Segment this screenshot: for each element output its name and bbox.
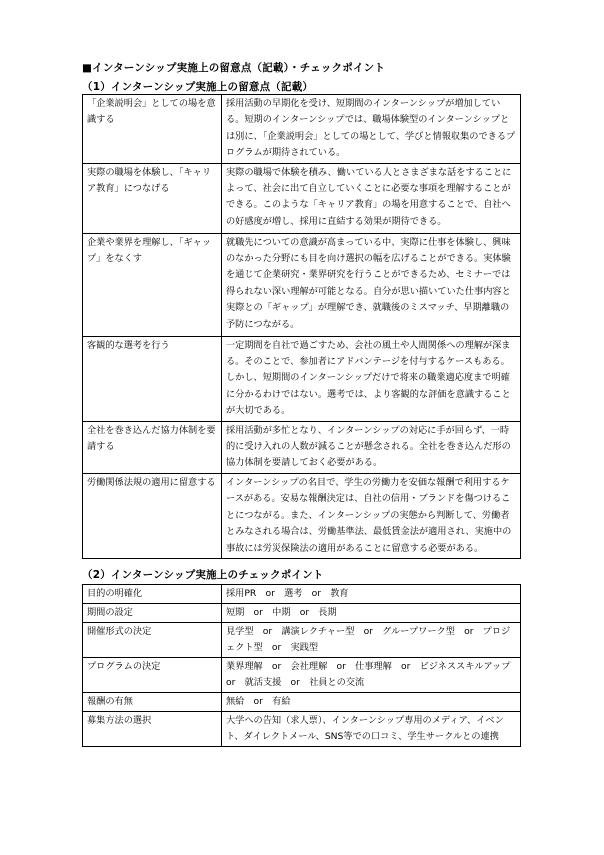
item-cell: 客観的な選考を行う [83,336,222,421]
table-row [83,473,521,558]
table-row [83,233,521,336]
table-row [83,712,521,747]
detail-cell: 大学への告知（求人票）、インターンシップ専用のメディア、イベント、ダイレクトメール、SNS等での口コミ、学生サークルとの連携 [222,712,521,747]
checkpoints-table [82,584,521,747]
table-row [83,658,521,693]
item-cell: 実際の職場を体験し、「キャリア教育」につなげる [83,163,222,233]
table-row [83,693,521,712]
table-row [83,604,521,623]
detail-cell: 採用活動の早期化を受け、短期間のインターンシップが増加している。短期のインターンシップでは、職場体験型のインターンシップとは別に、「企業説明会」としての場として、学びと情報収集のできるプログラムが期待されている。 [222,95,521,164]
detail-cell: 業界理解 or 会社理解 or 仕事理解 or ビジネススキルアップ or 就活支援 or 社員との交流 [222,658,521,693]
detail-cell: 無給 or 有給 [222,693,521,712]
item-cell: 企業や業界を理解し、「ギャップ」をなくす [83,233,222,336]
item-cell: 期間の設定 [83,604,222,623]
item-cell: プログラムの決定 [83,658,222,693]
item-cell: 目的の明確化 [83,585,222,604]
page-title: ■インターンシップ実施上の留意点（記載）・チェックポイント [82,62,386,74]
table-row [83,421,521,473]
item-cell: 報酬の有無 [83,693,222,712]
section2-title: （2）インターンシップ実施上のチェックポイント [82,569,324,581]
item-cell: 労働関係法規の適用に留意する [83,473,222,558]
table-row [83,163,521,233]
section1-title: （1）インターンシップ実施上の留意点（記載） [82,81,314,93]
item-cell: 全社を巻き込んだ協力体制を要請する [83,421,222,473]
detail-cell: 採用活動が多忙となり、インターンシップの対応に手が回らず、一時的に受け入れの人数が減ることが懸念される。全社を巻き込んだ形の協力体制を要請しておく必要がある。 [222,421,521,473]
table-row [83,95,521,164]
detail-cell: インターンシップの名目で、学生の労働力を安価な報酬で利用するケースがある。安易な報酬決定は、自社の信用・ブランドを傷つけることにつながる。また、インターンシップの実態から判断して、労働者とみなされる場合は、労働基準法、最低賃金法が適用され、実施中の事故には労災保険法の適用があることに留意する必要がある。 [222,473,521,558]
table-row [83,623,521,658]
table-row [83,585,521,604]
detail-cell: 就職先についての意識が高まっている中、実際に仕事を体験し、興味のなかった分野にも目を向け選択の幅を広げることができる。実体験を通じて企業研究・業界研究を行うことができるため、セミナーでは得られない深い理解が可能となる。自分が思い描いていた仕事内容と実際との「ギャップ」が理解でき、就職後のミスマッチ、早期離職の予防につながる。 [222,233,521,336]
detail-cell: 採用PR or 選考 or 教育 [222,585,521,604]
detail-cell: 短期 or 中期 or 長期 [222,604,521,623]
considerations-table [82,94,521,559]
item-cell: 開催形式の決定 [83,623,222,658]
detail-cell: 実際の職場で体験を積み、働いている人とさまざまな話をすることによって、社会に出て自立していくことに必要な事項を理解することができる。このような「キャリア教育」の場を用意することで、自社への好感度が増し、採用に直結する効果が期待できる。 [222,163,521,233]
detail-cell: 一定期間を自社で過ごすため、会社の風土や人間関係への理解が深まる。そのことで、参加者にアドバンテージを付与するケースもある。しかし、短期間のインターンシップだけで将来の職業適応度まで明確に分かるわけではない。選考では、より客観的な評価を意識することが大切である。 [222,336,521,421]
table-row [83,336,521,421]
item-cell: 「企業説明会」としての場を意識する [83,95,222,164]
item-cell: 募集方法の選択 [83,712,222,747]
detail-cell: 見学型 or 講演レクチャー型 or グループワーク型 or プロジェクト型 or 実践型 [222,623,521,658]
